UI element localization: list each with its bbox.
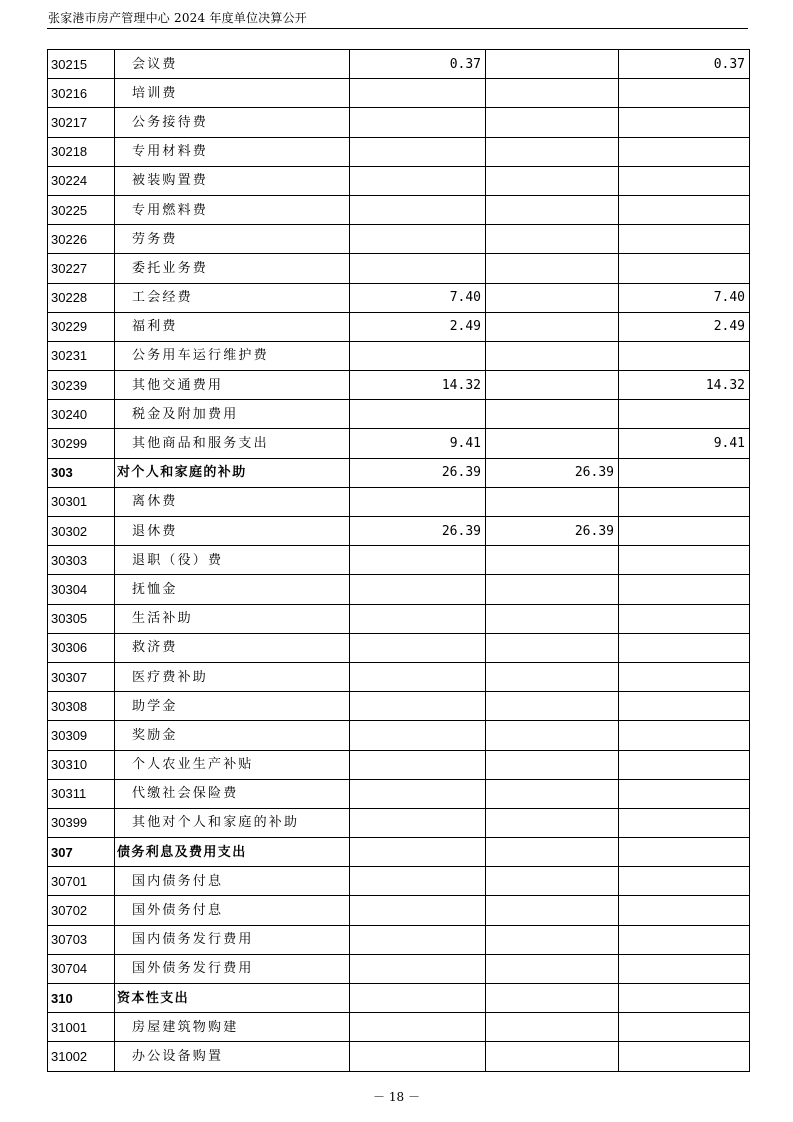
basic-expenditure-cell: 26.39 [486,517,619,546]
account-name-cell: 离休费 [115,487,350,516]
account-name-cell: 税金及附加费用 [115,400,350,429]
account-name-cell: 资本性支出 [115,984,350,1013]
account-name-cell: 专用材料费 [115,137,350,166]
table-row [48,721,750,750]
account-code-cell: 30399 [48,808,115,837]
basic-expenditure-cell [486,341,619,370]
account-name-cell: 福利费 [115,312,350,341]
basic-expenditure-cell [486,283,619,312]
table-row [48,954,750,983]
total-amount-cell: 7.40 [350,283,486,312]
account-name-cell: 委托业务费 [115,254,350,283]
total-amount-cell [350,195,486,224]
expenditure-table [47,49,750,1072]
table-row [48,429,750,458]
project-expenditure-cell [619,692,750,721]
project-expenditure-cell [619,779,750,808]
basic-expenditure-cell [486,867,619,896]
total-amount-cell: 0.37 [350,50,486,79]
basic-expenditure-cell [486,604,619,633]
basic-expenditure-cell [486,1013,619,1042]
project-expenditure-cell [619,867,750,896]
project-expenditure-cell [619,546,750,575]
total-amount-cell [350,896,486,925]
total-amount-cell: 2.49 [350,312,486,341]
project-expenditure-cell [619,954,750,983]
basic-expenditure-cell [486,896,619,925]
total-amount-cell [350,750,486,779]
account-name-cell: 公务接待费 [115,108,350,137]
total-amount-cell [350,137,486,166]
account-code-cell: 303 [48,458,115,487]
account-name-cell: 其他对个人和家庭的补助 [115,808,350,837]
project-expenditure-cell [619,662,750,691]
project-expenditure-cell [619,1013,750,1042]
project-expenditure-cell [619,604,750,633]
total-amount-cell [350,254,486,283]
table-row [48,867,750,896]
project-expenditure-cell [619,195,750,224]
account-name-cell: 代缴社会保险费 [115,779,350,808]
basic-expenditure-cell [486,721,619,750]
total-amount-cell [350,1042,486,1071]
table-row [48,838,750,867]
account-name-cell: 助学金 [115,692,350,721]
table-row [48,79,750,108]
account-code-cell: 30225 [48,195,115,224]
account-name-cell: 国外债务付息 [115,896,350,925]
total-amount-cell [350,400,486,429]
basic-expenditure-cell [486,50,619,79]
project-expenditure-cell: 14.32 [619,371,750,400]
table-row [48,487,750,516]
table-row [48,254,750,283]
table-row [48,1042,750,1071]
total-amount-cell [350,1013,486,1042]
project-expenditure-cell [619,1042,750,1071]
project-expenditure-cell [619,108,750,137]
total-amount-cell [350,341,486,370]
page-header-title: 张家港市房产管理中心 2024 年度单位决算公开 [48,11,307,25]
total-amount-cell [350,633,486,662]
project-expenditure-cell: 7.40 [619,283,750,312]
table-row [48,633,750,662]
basic-expenditure-cell [486,108,619,137]
account-code-cell: 30228 [48,283,115,312]
project-expenditure-cell [619,896,750,925]
basic-expenditure-cell [486,79,619,108]
project-expenditure-cell [619,925,750,954]
total-amount-cell [350,954,486,983]
table-row [48,283,750,312]
total-amount-cell [350,225,486,254]
basic-expenditure-cell [486,487,619,516]
account-code-cell: 30305 [48,604,115,633]
project-expenditure-cell [619,254,750,283]
table-row [48,662,750,691]
total-amount-cell [350,604,486,633]
total-amount-cell [350,692,486,721]
table-row [48,750,750,779]
project-expenditure-cell [619,79,750,108]
basic-expenditure-cell [486,137,619,166]
account-name-cell: 个人农业生产补贴 [115,750,350,779]
table-row [48,400,750,429]
account-code-cell: 30216 [48,79,115,108]
project-expenditure-cell [619,166,750,195]
total-amount-cell: 9.41 [350,429,486,458]
total-amount-cell: 26.39 [350,458,486,487]
table-row [48,50,750,79]
total-amount-cell: 14.32 [350,371,486,400]
project-expenditure-cell [619,341,750,370]
account-name-cell: 救济费 [115,633,350,662]
account-code-cell: 307 [48,838,115,867]
project-expenditure-cell [619,808,750,837]
basic-expenditure-cell [486,575,619,604]
basic-expenditure-cell [486,400,619,429]
account-code-cell: 30310 [48,750,115,779]
basic-expenditure-cell [486,808,619,837]
account-code-cell: 30217 [48,108,115,137]
account-code-cell: 30701 [48,867,115,896]
table-row [48,896,750,925]
account-name-cell: 其他商品和服务支出 [115,429,350,458]
total-amount-cell [350,867,486,896]
account-code-cell: 30309 [48,721,115,750]
basic-expenditure-cell [486,1042,619,1071]
basic-expenditure-cell [486,371,619,400]
table-row [48,166,750,195]
account-name-cell: 其他交通费用 [115,371,350,400]
project-expenditure-cell [619,984,750,1013]
page-number: － 18 － [373,1090,420,1104]
table-row [48,312,750,341]
account-code-cell: 30702 [48,896,115,925]
table-row [48,458,750,487]
table-row [48,575,750,604]
account-code-cell: 30240 [48,400,115,429]
account-name-cell: 债务利息及费用支出 [115,838,350,867]
basic-expenditure-cell [486,984,619,1013]
project-expenditure-cell [619,633,750,662]
basic-expenditure-cell [486,633,619,662]
basic-expenditure-cell [486,662,619,691]
account-name-cell: 国内债务付息 [115,867,350,896]
table-row [48,546,750,575]
basic-expenditure-cell [486,692,619,721]
project-expenditure-cell [619,137,750,166]
account-name-cell: 生活补助 [115,604,350,633]
account-name-cell: 被装购置费 [115,166,350,195]
account-code-cell: 31002 [48,1042,115,1071]
total-amount-cell [350,662,486,691]
project-expenditure-cell [619,750,750,779]
total-amount-cell [350,575,486,604]
table-row [48,604,750,633]
account-name-cell: 房屋建筑物购建 [115,1013,350,1042]
table-row [48,137,750,166]
project-expenditure-cell [619,838,750,867]
total-amount-cell [350,487,486,516]
total-amount-cell [350,984,486,1013]
basic-expenditure-cell [486,838,619,867]
table-row [48,808,750,837]
table-row [48,225,750,254]
table-row [48,341,750,370]
account-code-cell: 30704 [48,954,115,983]
account-name-cell: 工会经费 [115,283,350,312]
total-amount-cell [350,779,486,808]
table-row [48,517,750,546]
table-row [48,925,750,954]
total-amount-cell [350,808,486,837]
account-code-cell: 30307 [48,662,115,691]
total-amount-cell [350,721,486,750]
account-code-cell: 310 [48,984,115,1013]
project-expenditure-cell [619,517,750,546]
account-code-cell: 30302 [48,517,115,546]
project-expenditure-cell: 0.37 [619,50,750,79]
table-row [48,195,750,224]
total-amount-cell [350,838,486,867]
basic-expenditure-cell [486,750,619,779]
basic-expenditure-cell [486,954,619,983]
project-expenditure-cell [619,721,750,750]
account-name-cell: 奖励金 [115,721,350,750]
table-row [48,1013,750,1042]
table-row [48,984,750,1013]
basic-expenditure-cell [486,225,619,254]
table-row [48,779,750,808]
account-name-cell: 国外债务发行费用 [115,954,350,983]
project-expenditure-cell [619,575,750,604]
table-body [48,50,750,1072]
table-row [48,108,750,137]
basic-expenditure-cell [486,195,619,224]
total-amount-cell [350,166,486,195]
account-name-cell: 退职（役）费 [115,546,350,575]
basic-expenditure-cell [486,925,619,954]
account-name-cell: 培训费 [115,79,350,108]
account-code-cell: 30301 [48,487,115,516]
account-name-cell: 国内债务发行费用 [115,925,350,954]
basic-expenditure-cell [486,546,619,575]
account-name-cell: 公务用车运行维护费 [115,341,350,370]
project-expenditure-cell: 2.49 [619,312,750,341]
project-expenditure-cell [619,487,750,516]
account-name-cell: 劳务费 [115,225,350,254]
account-code-cell: 30703 [48,925,115,954]
account-code-cell: 31001 [48,1013,115,1042]
basic-expenditure-cell: 26.39 [486,458,619,487]
project-expenditure-cell: 9.41 [619,429,750,458]
project-expenditure-cell [619,458,750,487]
basic-expenditure-cell [486,312,619,341]
account-code-cell: 30308 [48,692,115,721]
basic-expenditure-cell [486,166,619,195]
table-row [48,371,750,400]
account-code-cell: 30226 [48,225,115,254]
basic-expenditure-cell [486,779,619,808]
account-code-cell: 30215 [48,50,115,79]
account-name-cell: 退休费 [115,517,350,546]
basic-expenditure-cell [486,429,619,458]
account-code-cell: 30231 [48,341,115,370]
account-code-cell: 30299 [48,429,115,458]
account-name-cell: 办公设备购置 [115,1042,350,1071]
account-name-cell: 抚恤金 [115,575,350,604]
account-name-cell: 专用燃料费 [115,195,350,224]
account-code-cell: 30227 [48,254,115,283]
project-expenditure-cell [619,400,750,429]
account-code-cell: 30306 [48,633,115,662]
total-amount-cell [350,108,486,137]
basic-expenditure-cell [486,254,619,283]
account-name-cell: 医疗费补助 [115,662,350,691]
account-code-cell: 30304 [48,575,115,604]
account-code-cell: 30311 [48,779,115,808]
account-name-cell: 会议费 [115,50,350,79]
account-code-cell: 30218 [48,137,115,166]
account-code-cell: 30229 [48,312,115,341]
account-code-cell: 30239 [48,371,115,400]
total-amount-cell [350,79,486,108]
account-code-cell: 30224 [48,166,115,195]
total-amount-cell: 26.39 [350,517,486,546]
table-row [48,692,750,721]
total-amount-cell [350,546,486,575]
header-divider [47,28,748,29]
project-expenditure-cell [619,225,750,254]
total-amount-cell [350,925,486,954]
account-name-cell: 对个人和家庭的补助 [115,458,350,487]
account-code-cell: 30303 [48,546,115,575]
